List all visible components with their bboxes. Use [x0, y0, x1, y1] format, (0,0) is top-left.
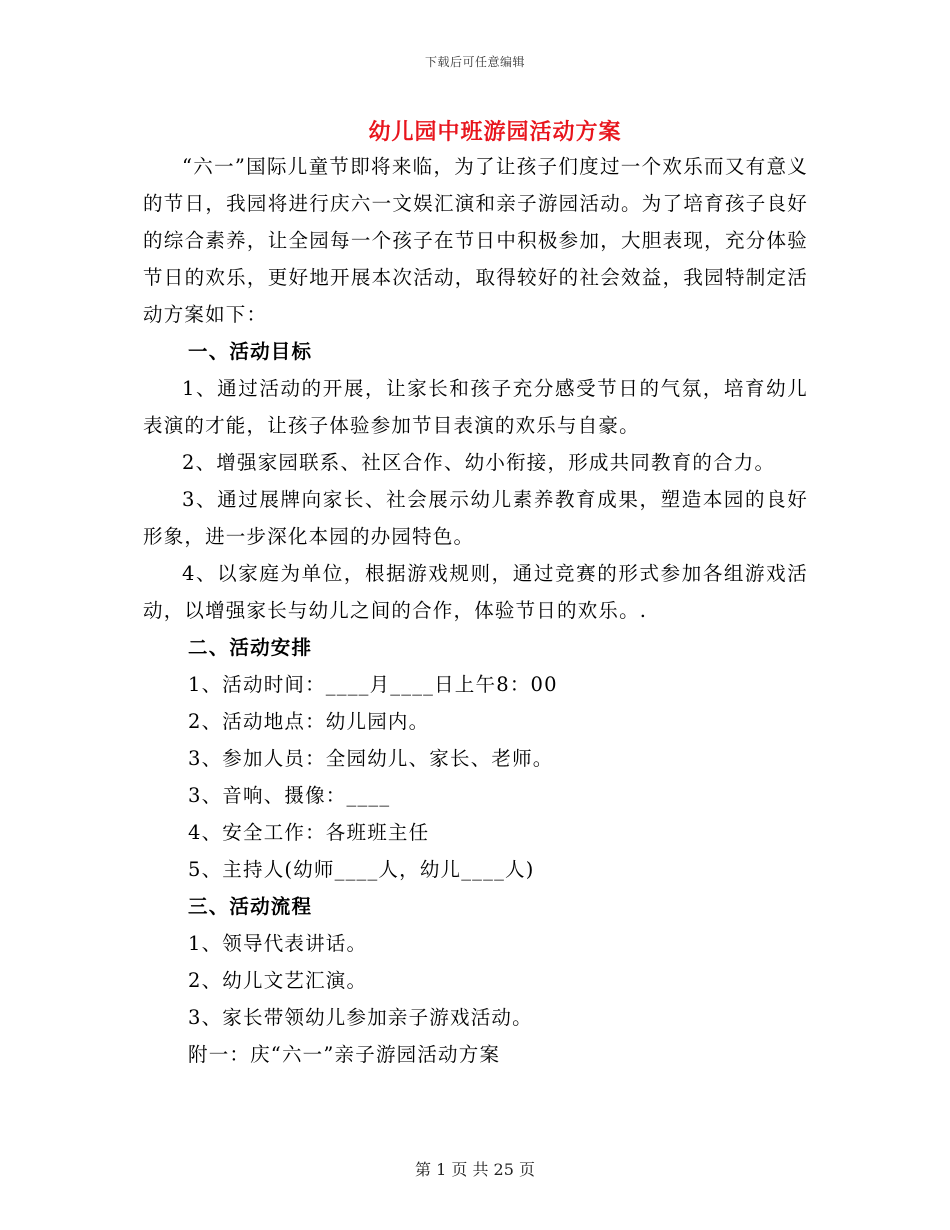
- intro-paragraph: “六一”国际儿童节即将来临，为了让孩子们度过一个欢乐而又有意义的节日，我园将进行庆六一文娱汇演和亲子游园活动。为了培育孩子良好的综合素养，让全园每一个孩子在节日中积极参加，大胆表现，充分体验节日的欢乐，更好地开展本次活动，取得较好的社会效益，我园特制定活动方案如下：: [143, 155, 808, 326]
- arrangement-item: 2、活动地点：幼儿园内。: [188, 710, 430, 733]
- document-body: [143, 148, 808, 1073]
- arrangement-item: 3、参加人员：全园幼儿、家长、老师。: [188, 747, 554, 770]
- arrangement-item: 4、安全工作：各班班主任: [188, 821, 430, 844]
- goal-item: 3、通过展牌向家长、社会展示幼儿素养教育成果，塑造本园的良好形象，进一步深化本园的办园特色。: [143, 488, 808, 548]
- process-item: 2、幼儿文艺汇演。: [188, 969, 368, 992]
- document-title: 幼儿园中班游园活动方案: [368, 119, 622, 145]
- goal-item: 1、通过活动的开展，让家长和孩子充分感受节日的气氛，培育幼儿表演的才能，让孩子体验参加节目表演的欢乐与自豪。: [143, 377, 808, 437]
- process-item: 3、家长带领幼儿参加亲子游戏活动。: [188, 1006, 533, 1029]
- arrangement-item: 5、主持人(幼师____人，幼儿____人): [188, 858, 535, 881]
- page-number: 第 1 页 共 25 页: [415, 1160, 535, 1179]
- header-note: 下载后可任意编辑: [424, 55, 525, 69]
- arrangement-item: 1、活动时间：____月____日上午8：00: [188, 673, 558, 696]
- section-heading-process: 三、活动流程: [188, 895, 313, 918]
- section-heading-arrangement: 二、活动安排: [188, 636, 313, 659]
- goal-item: 2、增强家园联系、社区合作、幼小衔接，形成共同教育的合力。: [182, 451, 776, 474]
- section-heading-goals: 一、活动目标: [188, 340, 313, 363]
- goal-item: 4、以家庭为单位，根据游戏规则，通过竞赛的形式参加各组游戏活动，以增强家长与幼儿之间的合作，体验节日的欢乐。.: [143, 562, 808, 622]
- appendix-line: 附一：庆“六一”亲子游园活动方案: [188, 1043, 501, 1066]
- process-item: 1、领导代表讲话。: [188, 932, 368, 955]
- arrangement-item: 3、音响、摄像：____: [188, 784, 391, 807]
